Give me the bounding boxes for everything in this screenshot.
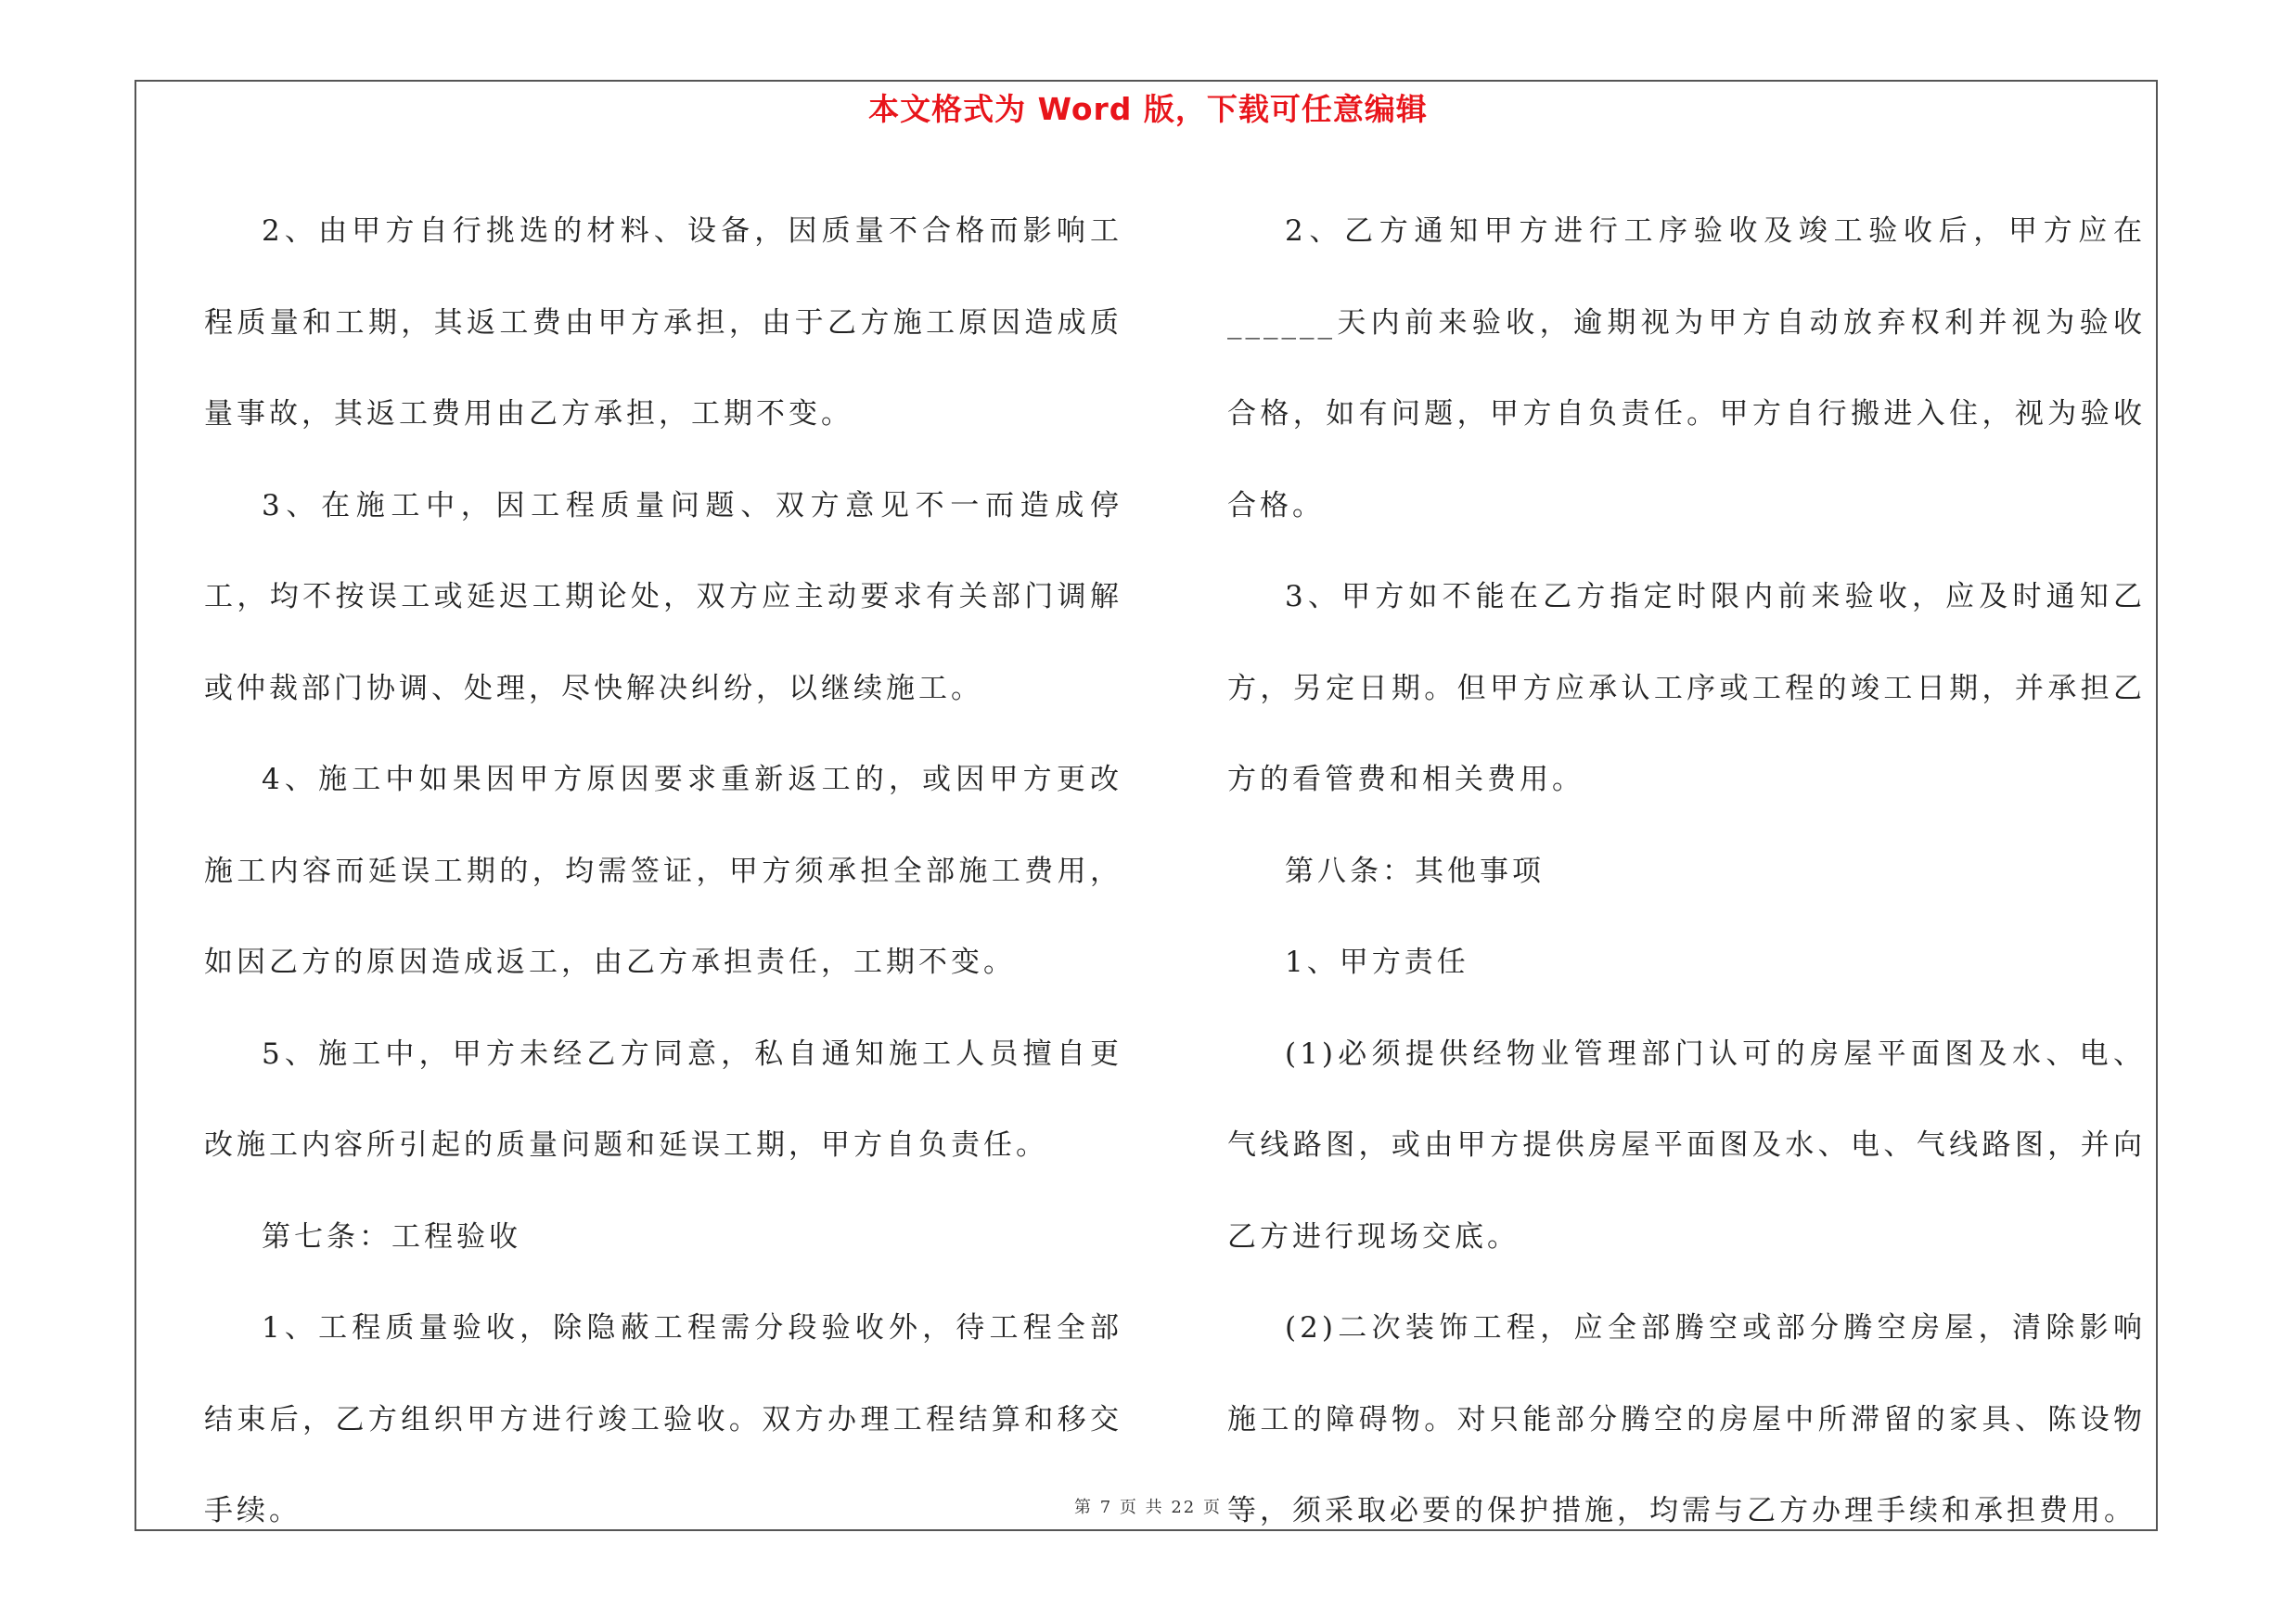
paragraph-left-6: 1、工程质量验收，除隐蔽工程需分段验收外，待工程全部结束后，乙方组织甲方进行竣工验收。双方办理工程结算和移交手续。 — [204, 1311, 1122, 1527]
paragraph-left-2: 3、在施工中，因工程质量问题、双方意见不一而造成停工，均不按误工或延迟工期论处，双方应主动要求有关部门调解或仲裁部门协调、处理，尽快解决纠纷，以继续施工。 — [204, 488, 1122, 705]
section-heading-article-7: 第七条：工程验收 — [262, 1219, 521, 1254]
paragraph-left-1: 2、由甲方自行挑选的材料、设备，因质量不合格而影响工程质量和工期，其返工费由甲方承担，由于乙方施工原因造成质量事故，其返工费用由乙方承担，工期不变。 — [204, 214, 1122, 431]
section-heading-article-8: 第八条：其他事项 — [1285, 854, 1545, 888]
paragraph-right-5: (1)必须提供经物业管理部门认可的房屋平面图及水、电、气线路图，或由甲方提供房屋平面图及水、电、气线路图，并向乙方进行现场交底。 — [1227, 1037, 2146, 1254]
paragraph-right-6: (2)二次装饰工程，应全部腾空或部分腾空房屋，清除影响施工的障碍物。对只能部分腾空的房屋中所滞留的家具、陈设物等，须采取必要的保护措施，均需与乙方办理手续和承担费用。 — [1227, 1311, 2146, 1527]
word-format-banner: 本文格式为 Word 版，下载可任意编辑 — [868, 91, 1428, 127]
subheading-party-a-responsibility: 1、甲方责任 — [1285, 946, 1469, 979]
paragraph-left-3: 4、施工中如果因甲方原因要求重新返工的，或因甲方更改施工内容而延误工期的，均需签证，甲方须承担全部施工费用，如因乙方的原因造成返工，由乙方承担责任，工期不变。 — [204, 763, 1122, 979]
paragraph-left-4: 5、施工中，甲方未经乙方同意，私自通知施工人员擅自更改施工内容所引起的质量问题和延误工期，甲方自负责任。 — [204, 1037, 1122, 1162]
left-column — [204, 186, 1122, 1557]
paragraph-right-1: 2、乙方通知甲方进行工序验收及竣工验收后，甲方应在______天内前来验收，逾期视为甲方自动放弃权利并视为验收合格，如有问题，甲方自负责任。甲方自行搬进入住，视为验收合格。 — [1227, 214, 2146, 522]
page-number-footer: 第 7 页 共 22 页 — [1074, 1498, 1222, 1517]
right-column — [1227, 186, 2146, 1557]
paragraph-right-2: 3、甲方如不能在乙方指定时限内前来验收，应及时通知乙方，另定日期。但甲方应承认工序或工程的竣工日期，并承担乙方的看管费和相关费用。 — [1227, 580, 2146, 796]
